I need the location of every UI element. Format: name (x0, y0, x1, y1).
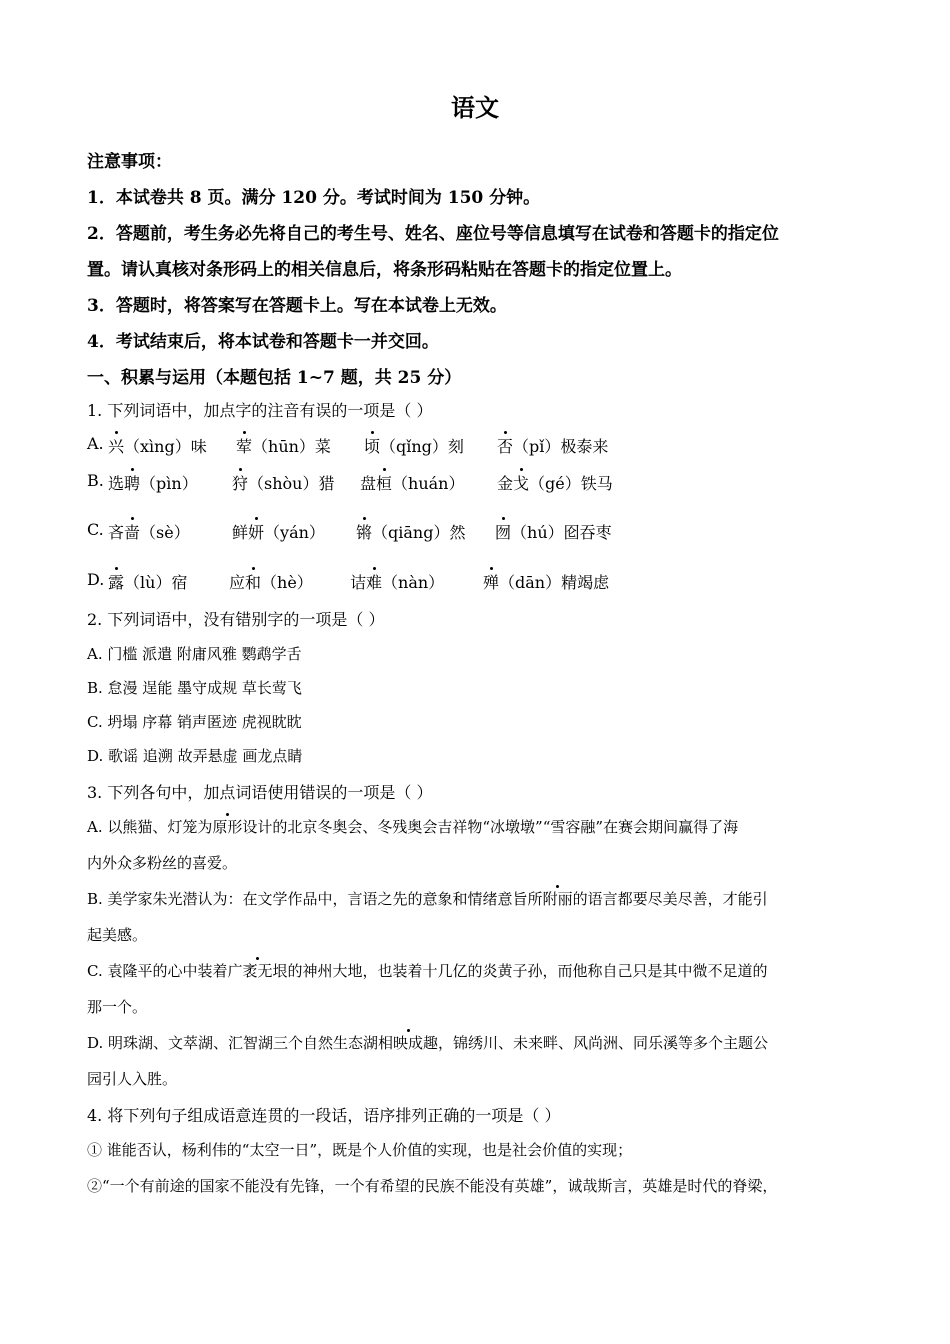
option-label: C. (87, 520, 104, 539)
sentence-pre: C. 袁隆平的心中装着 (87, 962, 228, 980)
notice-item-4: 4．考试结束后，将本试卷和答题卡一并交回。 (87, 332, 439, 352)
sentence-pre: D. 明珠湖、文萃湖、汇智湖三个自然生态湖 (87, 1034, 379, 1052)
question-3-option-a-line-2: 内外众多粉丝的喜爱。 (87, 854, 238, 872)
word-rest: （hè） (261, 573, 313, 592)
question-2-stem: 2. 下列词语中，没有错别字的一项是（ ） (87, 610, 385, 629)
sentence-post: 的神州大地，也装着十几亿的炎黄子孙，而他称自己只是其中微不足道的 (287, 962, 768, 980)
word-rest: （sè） (140, 523, 190, 542)
word-item (356, 520, 465, 543)
word-item (232, 471, 334, 494)
dotted-char: 啬 (124, 520, 140, 543)
word-rest: （qiāng）然 (372, 523, 466, 542)
word-item (236, 434, 331, 457)
question-3-option-c-line-2: 那一个。 (87, 998, 148, 1016)
notice-item-2-line-1: 2．答题前，考生务必先将自己的考生号、姓名、座位号等信息填写在试卷和答题卡的指定位 (87, 224, 779, 244)
dotted-char: 聘 (124, 471, 140, 494)
dotted-char: 妍 (248, 520, 264, 543)
dotted-char: 荤 (236, 434, 252, 457)
word-rest: （dān）精竭虑 (499, 573, 610, 592)
dotted-char: 戈 (513, 471, 529, 494)
question-2-option-b: B. 怠漫 逞能 墨守成规 草长莺飞 (87, 679, 302, 697)
word-rest: （xìng）味 (124, 437, 207, 456)
sentence-pre: B. 美学家朱光潜认为：在文学作品中，言语之先的意象和情绪意旨所 (87, 890, 543, 908)
question-4-stem: 4. 将下列句子组成语意连贯的一段话，语序排列正确的一项是（ ） (87, 1106, 561, 1125)
question-2-option-a: A. 门槛 派遣 附庸风雅 鹦鹉学舌 (87, 645, 302, 663)
dotted-char: 露 (108, 570, 124, 593)
option-label: B. (87, 471, 104, 490)
word-item (108, 520, 190, 543)
question-4-sentence-2: ②“一个有前途的国家不能没有先锋，一个有希望的民族不能没有英雄”，诚哉斯言，英雄是时代的脊梁， (87, 1177, 778, 1195)
word-rest: （pǐ）极泰来 (513, 437, 609, 456)
dotted-char: 锵 (356, 520, 372, 543)
word-item (108, 471, 198, 494)
word-rest: （yán） (264, 523, 325, 542)
notice-item-2-line-2: 置。请认真核对条形码上的相关信息后，将条形码粘贴在答题卡的指定位置上。 (87, 260, 682, 280)
word-rest: （nàn） (382, 573, 445, 592)
word-rest: （lù）宿 (124, 573, 188, 592)
notice-item-1: 1．本试卷共 8 页。满分 120 分。考试时间为 150 分钟。 (87, 188, 541, 208)
word-item (232, 520, 325, 543)
dotted-phrase: 相映成趣 (378, 1034, 439, 1052)
option-label: A. (87, 434, 104, 453)
word-item (497, 471, 613, 494)
question-1-stem: 1. 下列词语中，加点字的注音有误的一项是（ ） (87, 401, 433, 420)
word-rest: （shòu）猎 (248, 474, 335, 493)
question-3-option-d-line-2: 园引人入胜。 (87, 1070, 178, 1088)
question-4-sentence-1: ① 谁能否认，杨利伟的“太空一日”，既是个人价值的实现，也是社会价值的实现； (87, 1141, 633, 1159)
notice-heading: 注意事项： (87, 152, 172, 172)
sentence-post: ，锦绣川、未来畔、风尚洲、同乐溪等多个主题公 (438, 1034, 769, 1052)
word-pre: 应 (229, 573, 246, 592)
word-rest: （qǐng）刻 (380, 437, 464, 456)
word-item (364, 434, 464, 457)
question-2-option-d: D. 歌谣 追溯 故弄悬虚 画龙点睛 (87, 747, 303, 765)
option-label: D. (87, 570, 105, 589)
question-3-option-a (87, 816, 738, 837)
dotted-char: 殚 (483, 570, 499, 593)
word-rest: （hūn）菜 (252, 437, 331, 456)
dotted-phrase: 附丽 (542, 890, 573, 908)
sentence-pre: A. 以熊猫、灯笼为 (87, 818, 213, 836)
dotted-phrase: 原形 (212, 818, 243, 836)
question-3-option-b-line-2: 起美感。 (87, 926, 148, 944)
word-rest: （gé）铁马 (529, 474, 613, 493)
question-3-option-c (87, 960, 768, 981)
dotted-phrase: 广袤无垠 (227, 962, 288, 980)
word-pre: 金 (497, 474, 514, 493)
sentence-post: 的语言都要尽美尽善，才能引 (572, 890, 768, 908)
question-3-option-b (87, 888, 768, 909)
dotted-char: 和 (245, 570, 261, 593)
page-title: 语文 (451, 93, 499, 122)
word-item (495, 520, 612, 543)
word-item (229, 570, 313, 593)
word-pre: 选 (108, 474, 125, 493)
word-item (108, 434, 207, 457)
word-item (350, 570, 444, 593)
word-item (497, 434, 608, 457)
word-pre: 鲜 (232, 523, 249, 542)
word-pre: 诘 (350, 573, 367, 592)
dotted-char: 否 (497, 434, 513, 457)
word-rest: （hú）囵吞枣 (511, 523, 612, 542)
question-3-option-d (87, 1032, 768, 1053)
word-item (108, 570, 187, 593)
word-pre: 盘 (360, 474, 377, 493)
notice-item-3: 3．答题时，将答案写在答题卡上。写在本试卷上无效。 (87, 296, 507, 316)
dotted-char: 桓 (376, 471, 392, 494)
word-rest: （pìn） (140, 474, 198, 493)
sentence-post: 设计的北京冬奥会、冬残奥会吉祥物“冰墩墩”“雪容融”在赛会期间赢得了海 (242, 818, 739, 836)
question-2-option-c: C. 坍塌 序幕 销声匿迹 虎视眈眈 (87, 713, 302, 731)
section-heading: 一、积累与运用（本题包括 1~7 题，共 25 分） (87, 368, 462, 388)
word-item (483, 570, 609, 593)
dotted-char: 兴 (108, 434, 124, 457)
dotted-char: 难 (366, 570, 382, 593)
dotted-char: 顷 (364, 434, 380, 457)
dotted-char: 囫 (495, 520, 511, 543)
word-pre: 吝 (108, 523, 125, 542)
question-3-stem: 3. 下列各句中，加点词语使用错误的一项是（ ） (87, 783, 433, 802)
word-rest: （huán） (392, 474, 465, 493)
dotted-char: 狩 (232, 471, 248, 494)
word-item (360, 471, 465, 494)
